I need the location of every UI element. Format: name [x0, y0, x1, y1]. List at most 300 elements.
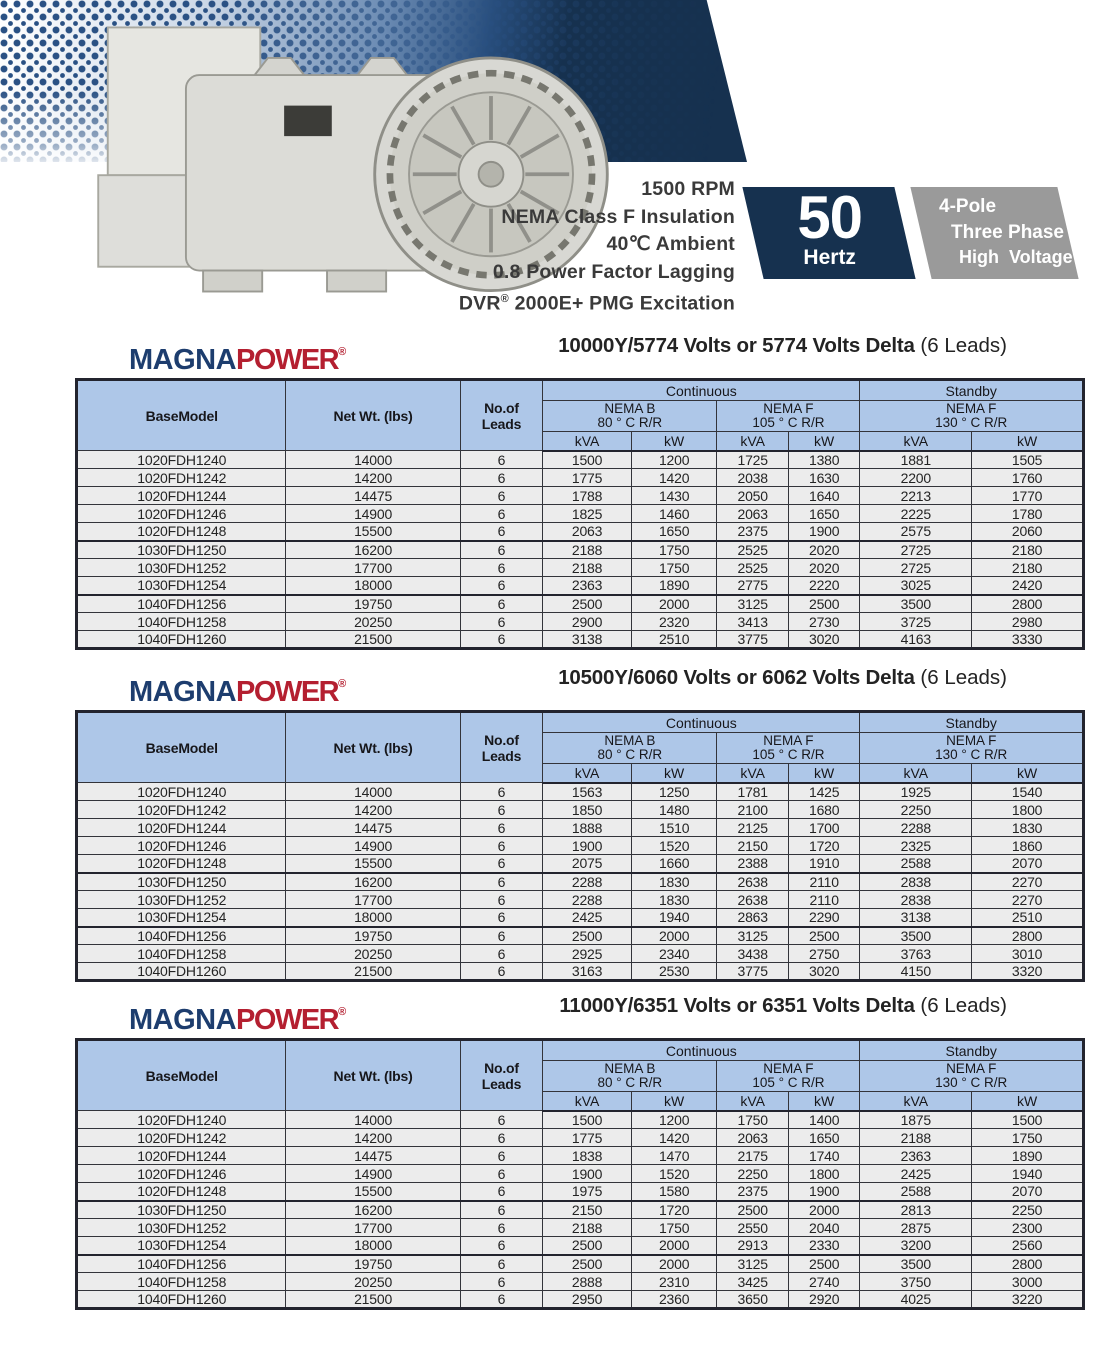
registered-mark: ® [338, 678, 347, 690]
base-model-cell: 1040FDH1260 [77, 963, 286, 981]
value-cell: 2125 [717, 819, 788, 837]
base-model-cell: 1040FDH1256 [77, 595, 286, 613]
value-cell: 3775 [717, 963, 788, 981]
value-cell: 1760 [972, 469, 1084, 487]
pole-line: High Voltage [959, 247, 1073, 267]
value-cell: 14475 [286, 1147, 460, 1165]
base-model-cell: 1040FDH1258 [77, 945, 286, 963]
value-cell: 2500 [788, 595, 859, 613]
value-cell: 2063 [717, 505, 788, 523]
col-header-nema-f-105: NEMA F 105 ° C R/R [717, 733, 860, 764]
unit-header: kVA [717, 764, 788, 783]
value-cell: 2180 [972, 541, 1084, 559]
value-cell: 2525 [717, 559, 788, 577]
value-cell: 1650 [788, 1129, 859, 1147]
spec-line: NEMA Class F Insulation [501, 205, 735, 228]
value-cell: 19750 [286, 927, 460, 945]
value-cell: 1940 [631, 909, 717, 927]
base-model-cell: 1040FDH1260 [77, 631, 286, 649]
base-model-cell: 1040FDH1258 [77, 1273, 286, 1291]
base-model-cell: 1040FDH1256 [77, 927, 286, 945]
col-header-nema-f-130: NEMA F 130 ° C R/R [860, 733, 1084, 764]
value-cell: 17700 [286, 559, 460, 577]
col-header-standby: Standby [860, 380, 1084, 401]
table-row [77, 819, 1084, 837]
unit-header: kVA [860, 764, 972, 783]
value-cell: 2063 [717, 1129, 788, 1147]
base-model-cell: 1040FDH1256 [77, 1255, 286, 1273]
unit-header: kVA [860, 1092, 972, 1111]
pole-line: 4-Pole [939, 196, 997, 217]
value-cell: 6 [460, 505, 543, 523]
value-cell: 2875 [860, 1219, 972, 1237]
value-cell: 6 [460, 523, 543, 541]
unit-header: kVA [860, 432, 972, 451]
value-cell: 6 [460, 595, 543, 613]
value-cell: 6 [460, 487, 543, 505]
value-cell: 1750 [972, 1129, 1084, 1147]
value-cell: 17700 [286, 1219, 460, 1237]
table-row [77, 1183, 1084, 1201]
base-model-cell: 1030FDH1254 [77, 909, 286, 927]
unit-header: kW [788, 1092, 859, 1111]
table-row [77, 577, 1084, 595]
value-cell: 3425 [717, 1273, 788, 1291]
value-cell: 2320 [631, 613, 717, 631]
col-header-netwt: Net Wt. (lbs) [286, 712, 460, 783]
value-cell: 1250 [631, 783, 717, 801]
value-cell: 1900 [788, 1183, 859, 1201]
value-cell: 1563 [543, 783, 632, 801]
value-cell: 1725 [717, 451, 788, 469]
value-cell: 2375 [717, 1183, 788, 1201]
magnapower-logo: MAGNAPOWER® [129, 1004, 347, 1036]
value-cell: 1500 [543, 1111, 632, 1129]
value-cell: 2288 [543, 891, 632, 909]
value-cell: 2980 [972, 613, 1084, 631]
table-row [77, 523, 1084, 541]
value-cell: 1470 [631, 1147, 717, 1165]
value-cell: 21500 [286, 631, 460, 649]
value-cell: 16200 [286, 873, 460, 891]
value-cell: 2150 [543, 1201, 632, 1219]
col-header-nema-f-105: NEMA F 105 ° C R/R [717, 1061, 860, 1092]
value-cell: 2638 [717, 873, 788, 891]
base-model-cell: 1030FDH1254 [77, 577, 286, 595]
value-cell: 2888 [543, 1273, 632, 1291]
value-cell: 3025 [860, 577, 972, 595]
value-cell: 3125 [717, 595, 788, 613]
value-cell: 2360 [631, 1291, 717, 1309]
value-cell: 2250 [717, 1165, 788, 1183]
base-model-cell: 1040FDH1258 [77, 613, 286, 631]
value-cell: 2110 [788, 891, 859, 909]
value-cell: 6 [460, 819, 543, 837]
value-cell: 2588 [860, 1183, 972, 1201]
value-cell: 2100 [717, 801, 788, 819]
col-header-netwt: Net Wt. (lbs) [286, 1040, 460, 1111]
value-cell: 1875 [860, 1111, 972, 1129]
unit-header: kVA [717, 1092, 788, 1111]
value-cell: 3650 [717, 1291, 788, 1309]
value-cell: 2270 [972, 891, 1084, 909]
value-cell: 2913 [717, 1237, 788, 1255]
table-row [77, 891, 1084, 909]
base-model-cell: 1030FDH1252 [77, 1219, 286, 1237]
value-cell: 2000 [631, 595, 717, 613]
value-cell: 3725 [860, 613, 972, 631]
value-cell: 1640 [788, 487, 859, 505]
value-cell: 2925 [543, 945, 632, 963]
value-cell: 6 [460, 577, 543, 595]
value-cell: 6 [460, 783, 543, 801]
value-cell: 2500 [717, 1201, 788, 1219]
value-cell: 2288 [543, 873, 632, 891]
value-cell: 19750 [286, 595, 460, 613]
value-cell: 1400 [788, 1111, 859, 1129]
table-row [77, 909, 1084, 927]
col-header-nema-f-130: NEMA F 130 ° C R/R [860, 1061, 1084, 1092]
value-cell: 1420 [631, 469, 717, 487]
value-cell: 18000 [286, 577, 460, 595]
value-cell: 2500 [543, 927, 632, 945]
value-cell: 1650 [631, 523, 717, 541]
value-cell: 17700 [286, 891, 460, 909]
value-cell: 1510 [631, 819, 717, 837]
value-cell: 4150 [860, 963, 972, 981]
table-title: 11000Y/6351 Volts or 6351 Volts Delta (6 Leads) [559, 994, 1007, 1017]
col-header-nema-b-80: NEMA B 80 ° C R/R [543, 733, 717, 764]
value-cell: 2500 [543, 1255, 632, 1273]
banner [0, 0, 1107, 312]
value-cell: 2288 [860, 819, 972, 837]
magnapower-logo: MAGNAPOWER® [129, 676, 347, 708]
value-cell: 2575 [860, 523, 972, 541]
col-header-standby: Standby [860, 1040, 1084, 1061]
value-cell: 6 [460, 451, 543, 469]
value-cell: 2363 [860, 1147, 972, 1165]
value-cell: 3220 [972, 1291, 1084, 1309]
value-cell: 1650 [788, 505, 859, 523]
value-cell: 6 [460, 469, 543, 487]
table-row [77, 1165, 1084, 1183]
value-cell: 3438 [717, 945, 788, 963]
value-cell: 2588 [860, 855, 972, 873]
value-cell: 2000 [631, 1237, 717, 1255]
value-cell: 2838 [860, 873, 972, 891]
base-model-cell: 1020FDH1244 [77, 819, 286, 837]
value-cell: 1430 [631, 487, 717, 505]
value-cell: 2310 [631, 1273, 717, 1291]
value-cell: 3500 [860, 1255, 972, 1273]
value-cell: 14900 [286, 505, 460, 523]
value-cell: 1200 [631, 1111, 717, 1129]
value-cell: 6 [460, 1111, 543, 1129]
value-cell: 2638 [717, 891, 788, 909]
table-row [77, 469, 1084, 487]
table-row [77, 1237, 1084, 1255]
base-model-cell: 1020FDH1242 [77, 469, 286, 487]
value-cell: 3138 [543, 631, 632, 649]
value-cell: 2800 [972, 927, 1084, 945]
value-cell: 2510 [972, 909, 1084, 927]
value-cell: 2213 [860, 487, 972, 505]
col-header-continuous: Continuous [543, 712, 860, 733]
value-cell: 19750 [286, 1255, 460, 1273]
value-cell: 14000 [286, 783, 460, 801]
value-cell: 1925 [860, 783, 972, 801]
value-cell: 1860 [972, 837, 1084, 855]
base-model-cell: 1020FDH1244 [77, 487, 286, 505]
spec-line: 1500 RPM [641, 178, 735, 200]
value-cell: 15500 [286, 855, 460, 873]
base-model-cell: 1020FDH1246 [77, 1165, 286, 1183]
value-cell: 3010 [972, 945, 1084, 963]
base-model-cell: 1020FDH1246 [77, 505, 286, 523]
col-header-nema-f-130: NEMA F 130 ° C R/R [860, 401, 1084, 432]
value-cell: 2020 [788, 541, 859, 559]
value-cell: 6 [460, 801, 543, 819]
value-cell: 6 [460, 541, 543, 559]
value-cell: 2063 [543, 523, 632, 541]
base-model-cell: 1020FDH1240 [77, 1111, 286, 1129]
value-cell: 6 [460, 1165, 543, 1183]
value-cell: 1425 [788, 783, 859, 801]
value-cell: 1580 [631, 1183, 717, 1201]
col-header-basemodel: BaseModel [77, 712, 286, 783]
value-cell: 1540 [972, 783, 1084, 801]
value-cell: 16200 [286, 1201, 460, 1219]
unit-header: kW [972, 1092, 1084, 1111]
value-cell: 2270 [972, 873, 1084, 891]
value-cell: 6 [460, 1147, 543, 1165]
value-cell: 1890 [972, 1147, 1084, 1165]
value-cell: 2225 [860, 505, 972, 523]
value-cell: 2388 [717, 855, 788, 873]
base-model-cell: 1030FDH1250 [77, 541, 286, 559]
value-cell: 1825 [543, 505, 632, 523]
col-header-leads: No.of Leads [460, 712, 543, 783]
value-cell: 1750 [631, 541, 717, 559]
value-cell: 6 [460, 1291, 543, 1309]
value-cell: 2340 [631, 945, 717, 963]
table-row [77, 1111, 1084, 1129]
pole-line: Three Phase [951, 221, 1064, 243]
col-header-netwt: Net Wt. (lbs) [286, 380, 460, 451]
value-cell: 1788 [543, 487, 632, 505]
ratings-section [0, 993, 1107, 1310]
value-cell: 1781 [717, 783, 788, 801]
value-cell: 6 [460, 837, 543, 855]
value-cell: 2560 [972, 1237, 1084, 1255]
table-row [77, 1147, 1084, 1165]
value-cell: 6 [460, 1129, 543, 1147]
value-cell: 2425 [543, 909, 632, 927]
value-cell: 6 [460, 873, 543, 891]
value-cell: 2250 [972, 1201, 1084, 1219]
value-cell: 3500 [860, 927, 972, 945]
col-header-nema-b-80: NEMA B 80 ° C R/R [543, 1061, 717, 1092]
table-row [77, 855, 1084, 873]
base-model-cell: 1030FDH1252 [77, 559, 286, 577]
unit-header: kW [788, 764, 859, 783]
base-model-cell: 1020FDH1248 [77, 523, 286, 541]
ratings-table [75, 710, 1085, 982]
value-cell: 2188 [543, 559, 632, 577]
value-cell: 1720 [631, 1201, 717, 1219]
value-cell: 2530 [631, 963, 717, 981]
value-cell: 2950 [543, 1291, 632, 1309]
hertz-badge [742, 184, 915, 279]
value-cell: 20250 [286, 1273, 460, 1291]
unit-header: kW [631, 1092, 717, 1111]
value-cell: 14200 [286, 801, 460, 819]
value-cell: 3000 [972, 1273, 1084, 1291]
value-cell: 2425 [860, 1165, 972, 1183]
spec-line: 0.8 Power Factor Lagging [492, 260, 735, 283]
value-cell: 2070 [972, 855, 1084, 873]
registered-mark: ® [338, 346, 347, 358]
value-cell: 1680 [788, 801, 859, 819]
base-model-cell: 1020FDH1240 [77, 451, 286, 469]
table-row [77, 595, 1084, 613]
unit-header: kW [972, 432, 1084, 451]
base-model-cell: 1020FDH1242 [77, 801, 286, 819]
value-cell: 1900 [543, 1165, 632, 1183]
value-cell: 3500 [860, 595, 972, 613]
value-cell: 2863 [717, 909, 788, 927]
col-header-nema-b-80: NEMA B 80 ° C R/R [543, 401, 717, 432]
spec-line: 40℃ Ambient [606, 233, 735, 255]
value-cell: 6 [460, 559, 543, 577]
value-cell: 20250 [286, 613, 460, 631]
value-cell: 2038 [717, 469, 788, 487]
value-cell: 14200 [286, 469, 460, 487]
value-cell: 1910 [788, 855, 859, 873]
base-model-cell: 1020FDH1248 [77, 855, 286, 873]
value-cell: 1800 [788, 1165, 859, 1183]
value-cell: 1888 [543, 819, 632, 837]
value-cell: 6 [460, 1255, 543, 1273]
value-cell: 1775 [543, 1129, 632, 1147]
value-cell: 3320 [972, 963, 1084, 981]
value-cell: 3163 [543, 963, 632, 981]
value-cell: 2330 [788, 1237, 859, 1255]
value-cell: 14000 [286, 451, 460, 469]
value-cell: 2110 [788, 873, 859, 891]
value-cell: 14475 [286, 487, 460, 505]
value-cell: 1770 [972, 487, 1084, 505]
value-cell: 3330 [972, 631, 1084, 649]
value-cell: 2500 [788, 1255, 859, 1273]
value-cell: 2420 [972, 577, 1084, 595]
value-cell: 4025 [860, 1291, 972, 1309]
value-cell: 2500 [543, 595, 632, 613]
value-cell: 1630 [788, 469, 859, 487]
value-cell: 3200 [860, 1237, 972, 1255]
col-header-basemodel: BaseModel [77, 380, 286, 451]
value-cell: 1900 [788, 523, 859, 541]
base-model-cell: 1030FDH1252 [77, 891, 286, 909]
value-cell: 2500 [543, 1237, 632, 1255]
value-cell: 1800 [972, 801, 1084, 819]
value-cell: 2050 [717, 487, 788, 505]
value-cell: 15500 [286, 1183, 460, 1201]
table-row [77, 613, 1084, 631]
value-cell: 3775 [717, 631, 788, 649]
registered-mark: ® [338, 1006, 347, 1018]
value-cell: 2920 [788, 1291, 859, 1309]
table-row [77, 631, 1084, 649]
pole-phase-badge [910, 187, 1078, 279]
value-cell: 1720 [788, 837, 859, 855]
value-cell: 1975 [543, 1183, 632, 1201]
spec-line: DVR® 2000E+ PMG Excitation [458, 292, 735, 312]
value-cell: 18000 [286, 1237, 460, 1255]
value-cell: 1830 [972, 819, 1084, 837]
table-row [77, 873, 1084, 891]
base-model-cell: 1020FDH1246 [77, 837, 286, 855]
unit-header: kVA [543, 764, 632, 783]
value-cell: 6 [460, 1183, 543, 1201]
table-row [77, 801, 1084, 819]
base-model-cell: 1030FDH1250 [77, 1201, 286, 1219]
value-cell: 3020 [788, 631, 859, 649]
unit-header: kW [972, 764, 1084, 783]
value-cell: 2150 [717, 837, 788, 855]
value-cell: 6 [460, 909, 543, 927]
value-cell: 1380 [788, 451, 859, 469]
value-cell: 6 [460, 613, 543, 631]
value-cell: 2500 [788, 927, 859, 945]
value-cell: 1420 [631, 1129, 717, 1147]
unit-header: kW [788, 432, 859, 451]
value-cell: 6 [460, 1273, 543, 1291]
value-cell: 21500 [286, 963, 460, 981]
base-model-cell: 1020FDH1242 [77, 1129, 286, 1147]
value-cell: 2510 [631, 631, 717, 649]
value-cell: 1520 [631, 837, 717, 855]
value-cell: 1500 [543, 451, 632, 469]
value-cell: 2040 [788, 1219, 859, 1237]
table-row [77, 451, 1084, 469]
table-title: 10000Y/5774 Volts or 5774 Volts Delta (6 Leads) [558, 334, 1007, 357]
table-title: 10500Y/6060 Volts or 6062 Volts Delta (6 Leads) [558, 666, 1007, 689]
value-cell: 2290 [788, 909, 859, 927]
value-cell: 1900 [543, 837, 632, 855]
value-cell: 6 [460, 1219, 543, 1237]
unit-header: kVA [543, 432, 632, 451]
table-row [77, 1291, 1084, 1309]
value-cell: 1750 [631, 559, 717, 577]
value-cell: 1890 [631, 577, 717, 595]
value-cell: 2740 [788, 1273, 859, 1291]
value-cell: 6 [460, 631, 543, 649]
base-model-cell: 1040FDH1260 [77, 1291, 286, 1309]
value-cell: 1505 [972, 451, 1084, 469]
table-row [77, 783, 1084, 801]
base-model-cell: 1030FDH1250 [77, 873, 286, 891]
value-cell: 2325 [860, 837, 972, 855]
value-cell: 3138 [860, 909, 972, 927]
value-cell: 14200 [286, 1129, 460, 1147]
col-header-continuous: Continuous [543, 1040, 860, 1061]
table-row [77, 1219, 1084, 1237]
value-cell: 2180 [972, 559, 1084, 577]
value-cell: 2800 [972, 1255, 1084, 1273]
value-cell: 2730 [788, 613, 859, 631]
unit-header: kVA [543, 1092, 632, 1111]
